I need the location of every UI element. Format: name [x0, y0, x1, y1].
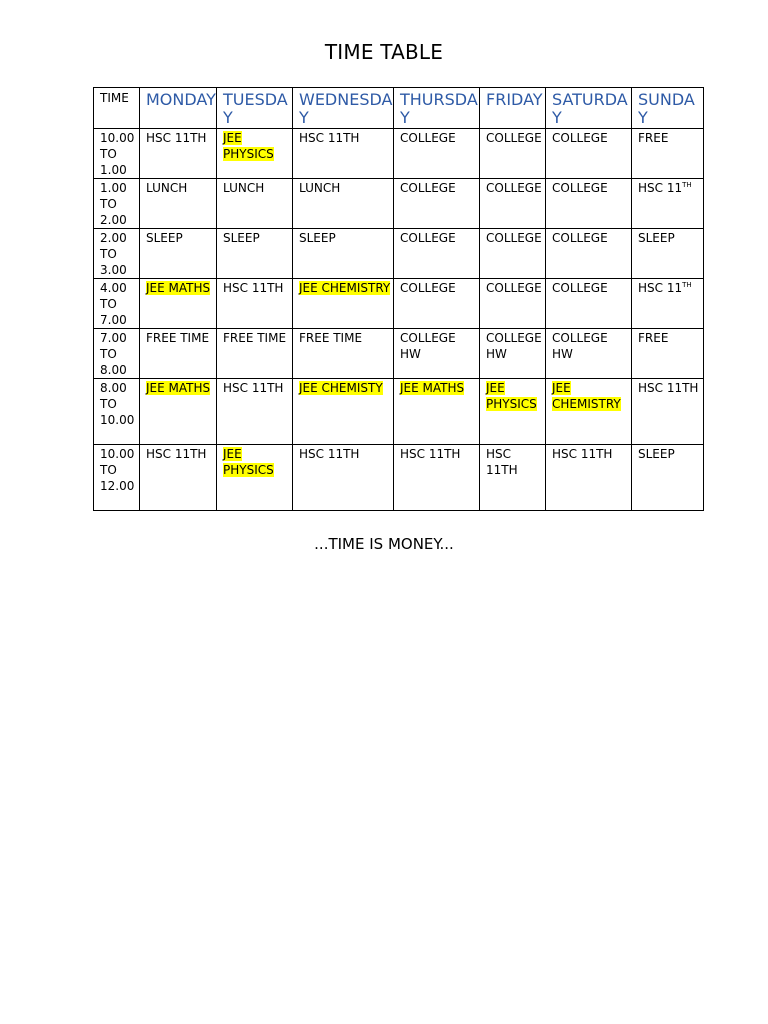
header-day: SUNDAY: [632, 88, 704, 129]
schedule-cell-text: HSC 11TH: [552, 447, 613, 461]
table-row: [94, 229, 704, 279]
schedule-cell: [480, 179, 546, 229]
schedule-cell-text: COLLEGE: [486, 181, 542, 195]
schedule-cell-text: COLLEGE: [552, 181, 608, 195]
schedule-cell-text: LUNCH: [223, 181, 265, 195]
time-slot-cell: 4.00 TO 7.00: [94, 279, 140, 329]
schedule-cell: [140, 229, 217, 279]
schedule-cell-text: JEE MATHS: [400, 381, 465, 395]
schedule-cell: [394, 445, 480, 511]
header-day: WEDNESDAY: [293, 88, 394, 129]
schedule-cell-text: COLLEGE: [400, 281, 456, 295]
schedule-cell-text: HSC 11TH: [400, 447, 461, 461]
schedule-cell: [394, 179, 480, 229]
schedule-cell-text: COLLEGE HW: [552, 331, 608, 361]
schedule-cell-text: HSC 11TH: [146, 447, 207, 461]
header-time: TIME: [94, 88, 140, 129]
table-row: [94, 329, 704, 379]
schedule-cell-text: FREE TIME: [146, 331, 210, 345]
table-row: [94, 379, 704, 445]
schedule-cell: [293, 229, 394, 279]
schedule-cell-text: JEE CHEMISTY: [299, 381, 383, 395]
time-slot-cell: 1.00 TO 2.00: [94, 179, 140, 229]
schedule-cell-text: HSC 11TH: [223, 381, 284, 395]
footer-motto: ...TIME IS MONEY...: [314, 535, 454, 553]
header-day: MONDAY: [140, 88, 217, 129]
schedule-cell-text: COLLEGE: [486, 281, 542, 295]
schedule-cell-text: COLLEGE: [486, 131, 542, 145]
schedule-cell: [293, 445, 394, 511]
schedule-cell: [632, 179, 704, 229]
page-title: TIME TABLE: [324, 40, 444, 64]
schedule-cell: [140, 279, 217, 329]
schedule-cell-text: JEE MATHS: [146, 381, 211, 395]
schedule-cell: [293, 179, 394, 229]
ordinal-suffix: TH: [682, 181, 692, 189]
schedule-cell: [217, 379, 293, 445]
schedule-cell-text: HSC 11TH: [146, 131, 207, 145]
schedule-cell-text: JEE PHYSICS: [223, 131, 274, 161]
time-slot-cell: 7.00 TO 8.00: [94, 329, 140, 379]
schedule-cell-text: COLLEGE: [400, 181, 456, 195]
schedule-cell: [140, 129, 217, 179]
time-slot-cell: 8.00 TO 10.00: [94, 379, 140, 445]
schedule-cell: [217, 179, 293, 229]
schedule-cell-text: SLEEP: [299, 231, 336, 245]
time-table: [93, 87, 704, 511]
schedule-cell: [632, 329, 704, 379]
schedule-cell-text: COLLEGE: [552, 231, 608, 245]
schedule-cell: [546, 379, 632, 445]
table-body: [94, 129, 704, 511]
schedule-cell: [480, 329, 546, 379]
schedule-cell: [480, 379, 546, 445]
schedule-cell-text: SLEEP: [638, 447, 675, 461]
schedule-cell-text: COLLEGE: [552, 281, 608, 295]
table-row: [94, 179, 704, 229]
schedule-cell: [632, 229, 704, 279]
time-slot-cell: 10.00 TO 1.00: [94, 129, 140, 179]
schedule-cell: [140, 329, 217, 379]
schedule-cell-text: COLLEGE: [400, 231, 456, 245]
schedule-cell-text: FREE: [638, 131, 669, 145]
header-day: THURSDAY: [394, 88, 480, 129]
schedule-cell: [394, 229, 480, 279]
schedule-cell: [632, 129, 704, 179]
schedule-cell: [217, 229, 293, 279]
schedule-cell-text: LUNCH: [146, 181, 188, 195]
schedule-cell: [293, 379, 394, 445]
schedule-cell: [140, 379, 217, 445]
schedule-cell-text: FREE TIME: [223, 331, 287, 345]
schedule-cell: [546, 179, 632, 229]
schedule-cell: [480, 445, 546, 511]
schedule-cell: [480, 279, 546, 329]
schedule-cell-text: HSC 11: [638, 281, 683, 295]
schedule-cell: [546, 329, 632, 379]
schedule-cell-text: JEE CHEMISTRY: [552, 381, 621, 411]
schedule-cell-text: SLEEP: [146, 231, 183, 245]
schedule-cell-text: COLLEGE: [486, 231, 542, 245]
schedule-cell-text: HSC 11TH: [223, 281, 284, 295]
schedule-cell: [217, 445, 293, 511]
table-row: [94, 129, 704, 179]
schedule-cell-text: HSC 11TH: [638, 381, 699, 395]
header-day: SATURDAY: [546, 88, 632, 129]
schedule-cell-text: COLLEGE: [552, 131, 608, 145]
schedule-cell-text: HSC 11TH: [486, 447, 518, 477]
time-slot-cell: 2.00 TO 3.00: [94, 229, 140, 279]
header-day: TUESDAY: [217, 88, 293, 129]
schedule-cell: [217, 279, 293, 329]
schedule-cell: [546, 229, 632, 279]
schedule-cell: [293, 329, 394, 379]
schedule-cell-text: LUNCH: [299, 181, 341, 195]
header-row: [94, 88, 704, 129]
schedule-cell-text: JEE MATHS: [146, 281, 211, 295]
schedule-cell: [140, 179, 217, 229]
schedule-cell-text: HSC 11TH: [299, 447, 360, 461]
schedule-cell: [217, 129, 293, 179]
schedule-cell-text: HSC 11TH: [299, 131, 360, 145]
schedule-cell: [546, 445, 632, 511]
schedule-cell-text: JEE CHEMISTRY: [299, 281, 391, 295]
schedule-cell: [632, 279, 704, 329]
schedule-cell: [394, 279, 480, 329]
schedule-cell-text: SLEEP: [223, 231, 260, 245]
schedule-cell: [293, 279, 394, 329]
time-slot-cell: 10.00 TO 12.00: [94, 445, 140, 511]
schedule-cell-text: FREE: [638, 331, 669, 345]
schedule-cell-text: HSC 11: [638, 181, 683, 195]
header-day: FRIDAY: [480, 88, 546, 129]
schedule-cell: [480, 129, 546, 179]
table-row: [94, 445, 704, 511]
schedule-cell-text: COLLEGE HW: [486, 331, 542, 361]
schedule-cell: [480, 229, 546, 279]
schedule-cell: [217, 329, 293, 379]
schedule-cell-text: COLLEGE HW: [400, 331, 456, 361]
schedule-cell-text: JEE PHYSICS: [486, 381, 537, 411]
ordinal-suffix: TH: [682, 281, 692, 289]
table-row: [94, 279, 704, 329]
schedule-cell: [632, 379, 704, 445]
schedule-cell: [546, 279, 632, 329]
schedule-cell: [394, 329, 480, 379]
schedule-cell-text: JEE PHYSICS: [223, 447, 274, 477]
schedule-cell: [632, 445, 704, 511]
schedule-cell: [140, 445, 217, 511]
schedule-cell-text: COLLEGE: [400, 131, 456, 145]
schedule-cell-text: SLEEP: [638, 231, 675, 245]
schedule-cell: [546, 129, 632, 179]
schedule-cell: [394, 379, 480, 445]
schedule-cell: [394, 129, 480, 179]
schedule-cell: [293, 129, 394, 179]
schedule-cell-text: FREE TIME: [299, 331, 363, 345]
